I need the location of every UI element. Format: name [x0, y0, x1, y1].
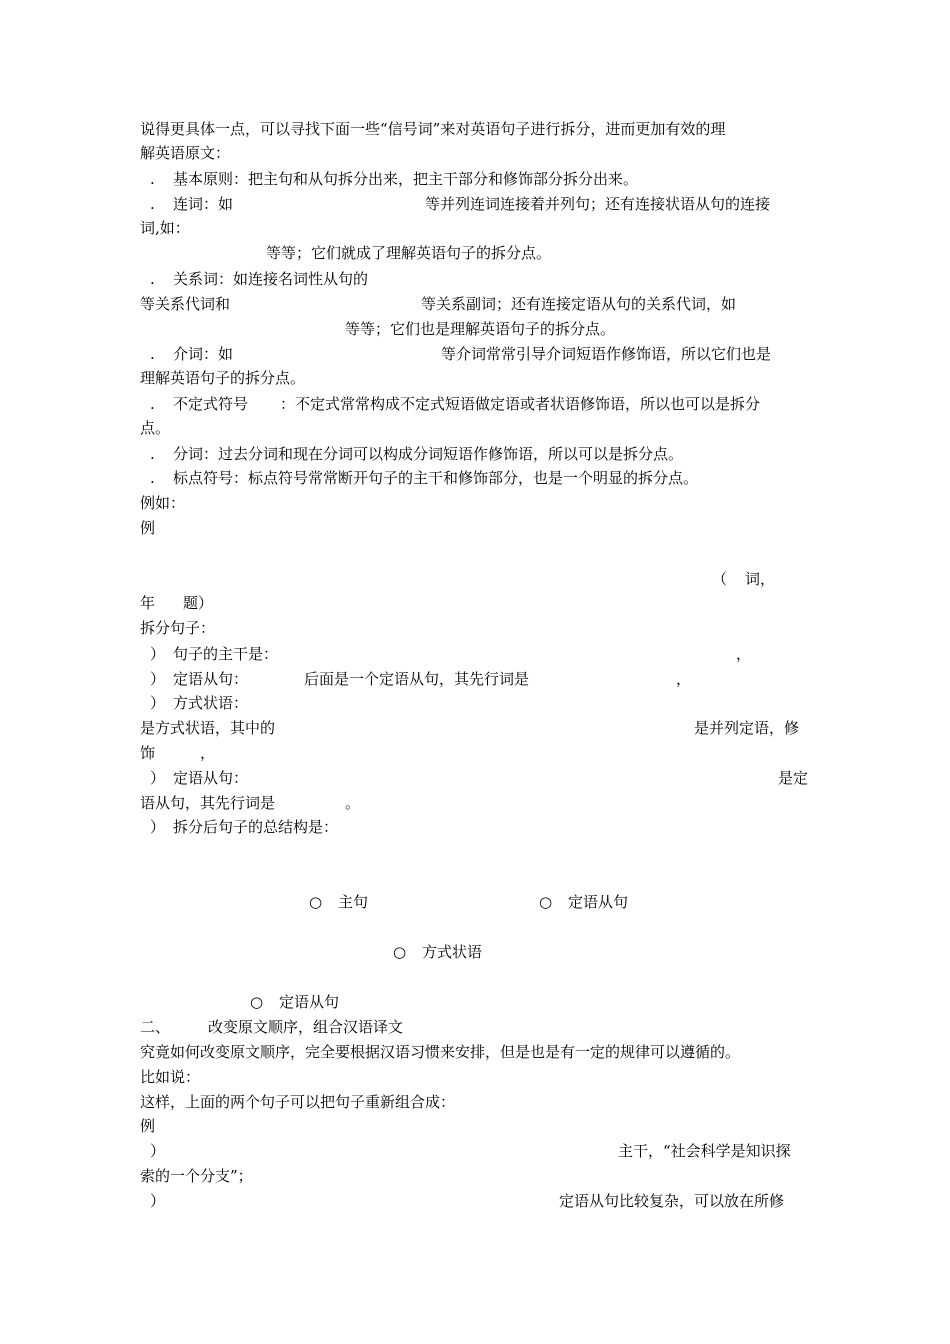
section-heading: 改变原文顺序，组合汉语译文 — [208, 1018, 404, 1036]
diagram-label: 定语从句 — [568, 893, 629, 911]
text-line: 是方式状语，其中的 — [140, 719, 276, 737]
text-line: 例 — [140, 1117, 156, 1135]
text-line: 点。 — [140, 419, 171, 437]
text-line: 等介词常常引导介词短语作修饰语，所以它们也是 — [441, 345, 772, 363]
text-line: 比如说： — [140, 1068, 201, 1086]
list-marker: ） — [150, 818, 166, 836]
text-line: 语从句，其先行词是 — [140, 794, 276, 812]
diagram-label: 定语从句 — [279, 993, 340, 1011]
list-marker: ） — [150, 1142, 166, 1160]
text-line: 主干，“社会科学是知识探 — [618, 1142, 791, 1160]
text-line: 年 — [140, 594, 156, 612]
text-line: 理解英语句子的拆分点。 — [140, 369, 306, 387]
text-line: 究竟如何改变原文顺序，完全要根据汉语习惯来安排，但是也是有一定的规律可以遵循的。 — [140, 1043, 741, 1061]
text-line: 饰 — [140, 744, 156, 762]
text-line: 索的一个分支”； — [140, 1167, 253, 1185]
bullet-marker: . — [150, 345, 155, 363]
section-number: 二、 — [140, 1018, 171, 1036]
circle-marker: ○ — [250, 993, 264, 1011]
text-line: 例如： — [140, 494, 186, 512]
list-marker: ） — [150, 769, 166, 787]
text-line: 介词：如 — [173, 345, 234, 363]
bullet-marker: . — [150, 270, 155, 288]
text-line: ， — [200, 744, 216, 762]
text-line: ， — [736, 645, 752, 663]
text-line: 拆分后句子的总结构是： — [173, 818, 339, 836]
text-line: 基本原则：把主句和从句拆分出来，把主干部分和修饰部分拆分出来。 — [173, 170, 639, 188]
text-line: 词,如： — [140, 219, 190, 237]
text-line: （ — [712, 570, 728, 588]
text-line: 等关系副词；还有连接定语从句的关系代词，如 — [421, 295, 737, 313]
text-line: 等等；它们就成了理解英语句子的拆分点。 — [266, 244, 552, 262]
text-line: 词， — [745, 570, 776, 588]
diagram-label: 主句 — [338, 893, 369, 911]
circle-marker: ○ — [539, 893, 553, 911]
text-line: 关系词：如连接名词性从句的 — [173, 270, 369, 288]
text-line: 是并列定语，修 — [694, 719, 800, 737]
list-marker: ） — [150, 1192, 166, 1210]
list-marker: ） — [150, 645, 166, 663]
text-line: 等等；它们也是理解英语句子的拆分点。 — [345, 320, 616, 338]
text-line: 定语从句比较复杂，可以放在所修 — [559, 1192, 785, 1210]
text-line: 定语从句： — [173, 769, 249, 787]
text-line: 等关系代词和 — [140, 295, 231, 313]
text-line: 等并列连词连接着并列句；还有连接状语从句的连接 — [425, 195, 771, 213]
diagram-label: 方式状语 — [422, 943, 483, 961]
bullet-marker: . — [150, 195, 155, 213]
text-line: 说得更具体一点，可以寻找下面一些“信号词”来对英语句子进行拆分，进而更加有效的理 — [140, 120, 726, 138]
text-line: 分词：过去分词和现在分词可以构成分词短语作修饰语，所以可以是拆分点。 — [173, 445, 684, 463]
text-line: 例 — [140, 519, 156, 537]
text-line: 后面是一个定语从句，其先行词是 — [304, 670, 530, 688]
text-line: 句子的主干是： — [173, 645, 279, 663]
text-line: 不定式符号 — [173, 395, 249, 413]
bullet-marker: . — [150, 395, 155, 413]
list-marker: ） — [150, 670, 166, 688]
text-line: 连词：如 — [173, 195, 234, 213]
text-line: 这样，上面的两个句子可以把句子重新组合成： — [140, 1093, 456, 1111]
text-line: 解英语原文： — [140, 144, 231, 162]
bullet-marker: . — [150, 170, 155, 188]
text-line: 。 — [345, 794, 361, 812]
text-line: 标点符号：标点符号常常断开句子的主干和修饰部分，也是一个明显的拆分点。 — [173, 469, 699, 487]
text-line: 方式状语： — [173, 694, 249, 712]
bullet-marker: . — [150, 469, 155, 487]
circle-marker: ○ — [393, 943, 407, 961]
text-line: 是定 — [778, 769, 809, 787]
text-line: ：不定式常常构成不定式短语做定语或者状语修饰语，所以也可以是拆分 — [280, 395, 761, 413]
text-line: ， — [676, 670, 692, 688]
text-line: 定语从句： — [173, 670, 249, 688]
list-marker: ） — [150, 694, 166, 712]
text-line: 拆分句子： — [140, 619, 216, 637]
text-line: 题） — [183, 594, 214, 612]
bullet-marker: . — [150, 445, 155, 463]
circle-marker: ○ — [309, 893, 323, 911]
